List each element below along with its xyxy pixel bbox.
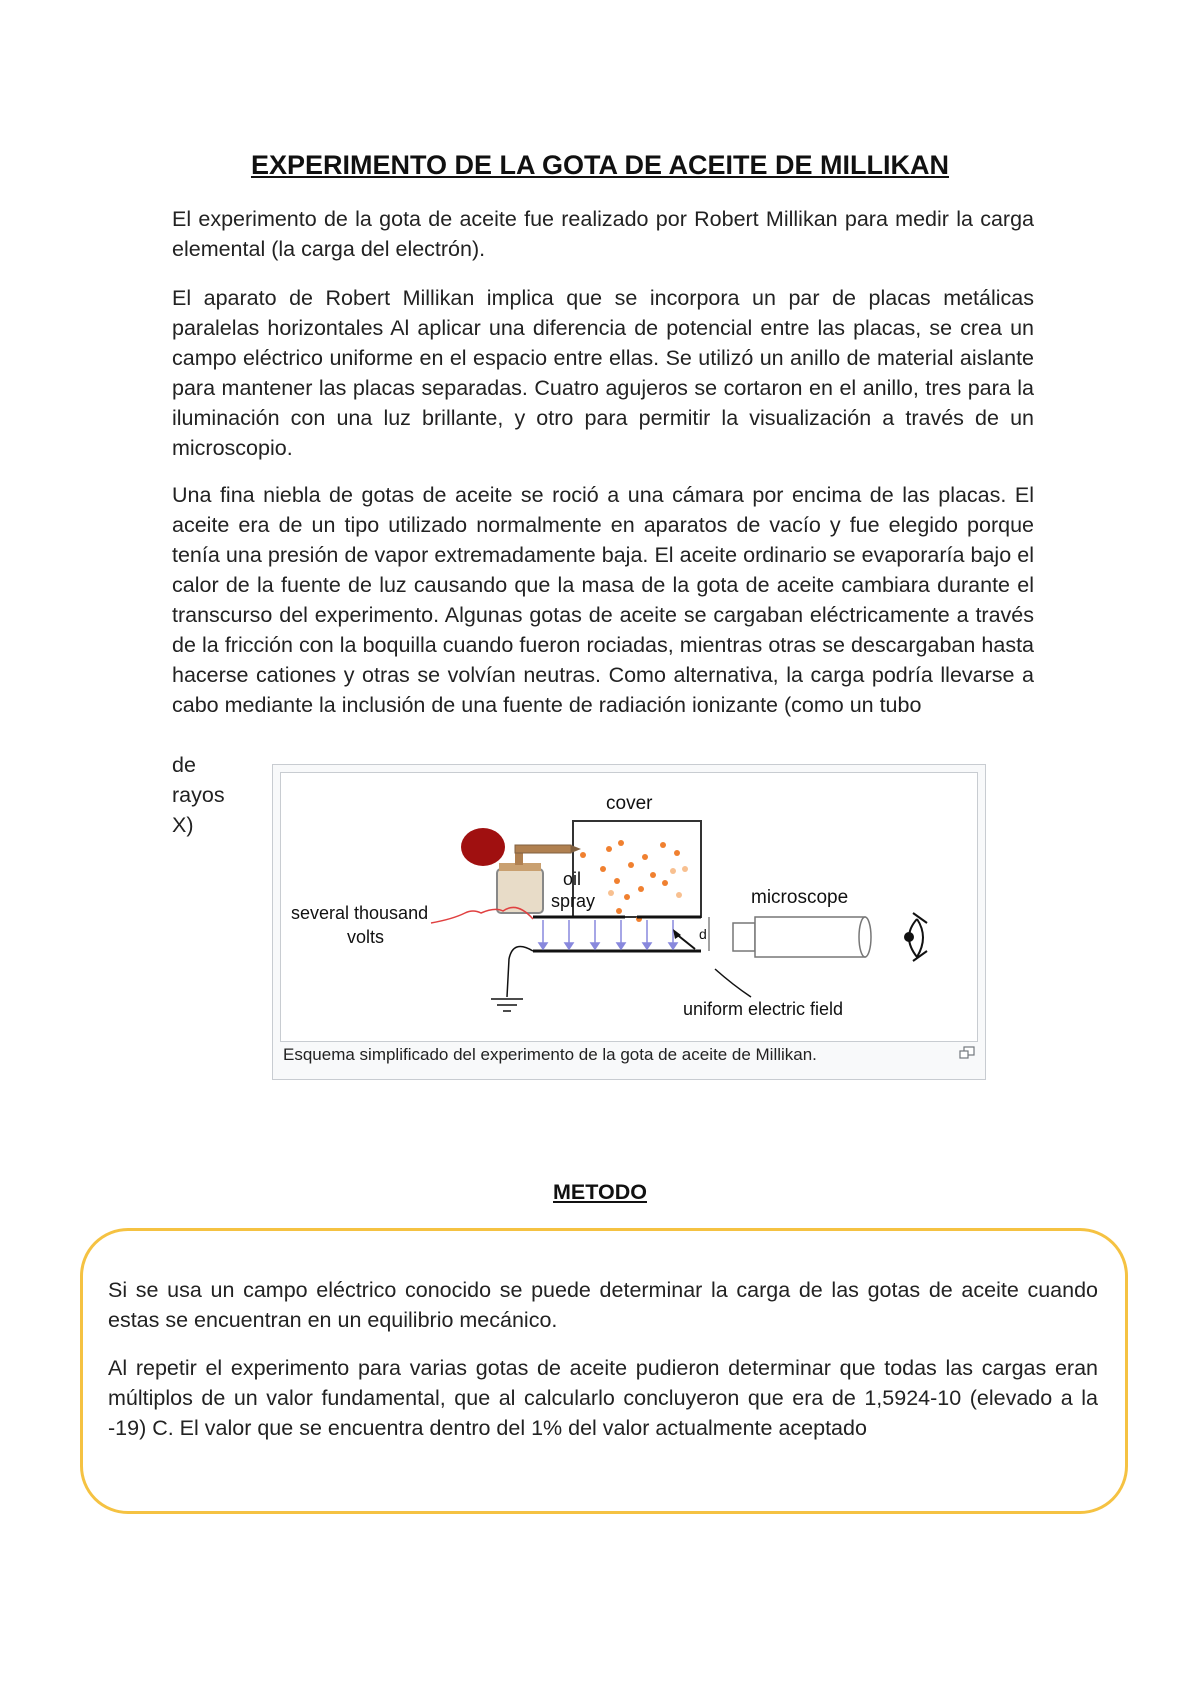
microscope-label: microscope [751, 887, 849, 908]
figure-caption: Esquema simplificado del experimento de la gota de aceite de Millikan. [283, 1045, 817, 1064]
method-paragraph-2: Al repetir el experimento para varias gotas de aceite pudieron determinar que todas las cargas eran múltiplos de un valor fundamental, que al calcularlo concluyeron que era de 1,5924-10 (elevado a la -19) C. El valor que se encuentra dentro del 1% del valor actualmente aceptado [108, 1356, 1098, 1440]
enlarge-icon[interactable] [959, 1046, 975, 1060]
field-leader-line [715, 969, 751, 997]
atomizer-bottle [497, 869, 543, 913]
millikan-figure [272, 764, 986, 1080]
distance-label: d [699, 926, 707, 942]
apparatus-paragraph: El aparato de Robert Millikan implica que se incorpora un par de placas metálicas paralelas horizontales Al aplicar una diferencia de potencial entre las placas, se crea un campo eléctrico uniforme en el espacio entre ellas. Se utilizó un anillo de material aislante para mantener las placas separadas. Cuatro agujeros se cortaron en el anillo, tres para la iluminación con una luz brillante, y otro para permitir la visualización a través de un microscopio. [172, 286, 1034, 460]
millikan-apparatus-diagram [281, 773, 977, 1041]
microscope-lens [859, 917, 871, 957]
intro-paragraph: El experimento de la gota de aceite fue realizado por Robert Millikan para medir la carga elemental (la carga del electrón). [172, 207, 1034, 261]
method-paragraph-1: Si se usa un campo eléctrico conocido se puede determinar la carga de las gotas de aceite cuando estas se encuentran en un equilibrio mecánico. [108, 1278, 1098, 1332]
wrap-word: rayos [172, 783, 225, 807]
oil-label: oil [563, 869, 582, 889]
eye-icon [905, 913, 927, 961]
oil-mist-paragraph: Una fina niebla de gotas de aceite se roció a una cámara por encima de las placas. El aceite era de un tipo utilizado normalmente en aparatos de vacío y fue elegido porque tenía una presión de vapor extremadamente baja. El aceite ordinario se evaporaría bajo el calor de la fuente de luz causando que la masa de la gota de aceite cambiara durante el transcurso del experimento. Algunas gotas de aceite se cargaban eléctricamente a través de la fricción con la boquilla cuando fueron rociadas, mientras otras se descargaban hasta hacerse cationes y otras se volvían neutras. Como alternativa, la carga podría llevarse a cabo mediante la inclusión de una fuente de radiación ionizante (como un tubo [172, 483, 1034, 717]
field-arrows [539, 920, 677, 949]
ground-wire [507, 947, 533, 998]
volts-label-line1: several thousand [291, 903, 429, 923]
spray-label: spray [551, 891, 596, 911]
wrap-word: de [172, 753, 196, 777]
wrap-word: X) [172, 813, 194, 837]
wrapped-text-fragment [172, 750, 225, 840]
microscope-eyepiece [733, 923, 755, 951]
field-label: uniform electric field [683, 999, 844, 1019]
volts-label-line2: volts [347, 927, 385, 947]
method-heading: METODO [553, 1180, 647, 1204]
cover-label: cover [606, 793, 653, 814]
figure-image-frame [280, 772, 978, 1042]
atomizer-tube [515, 845, 571, 853]
microscope-tube [755, 917, 865, 957]
atomizer-bulb-icon [461, 828, 505, 866]
document-title: EXPERIMENTO DE LA GOTA DE ACEITE DE MILLIKAN [250, 150, 950, 180]
